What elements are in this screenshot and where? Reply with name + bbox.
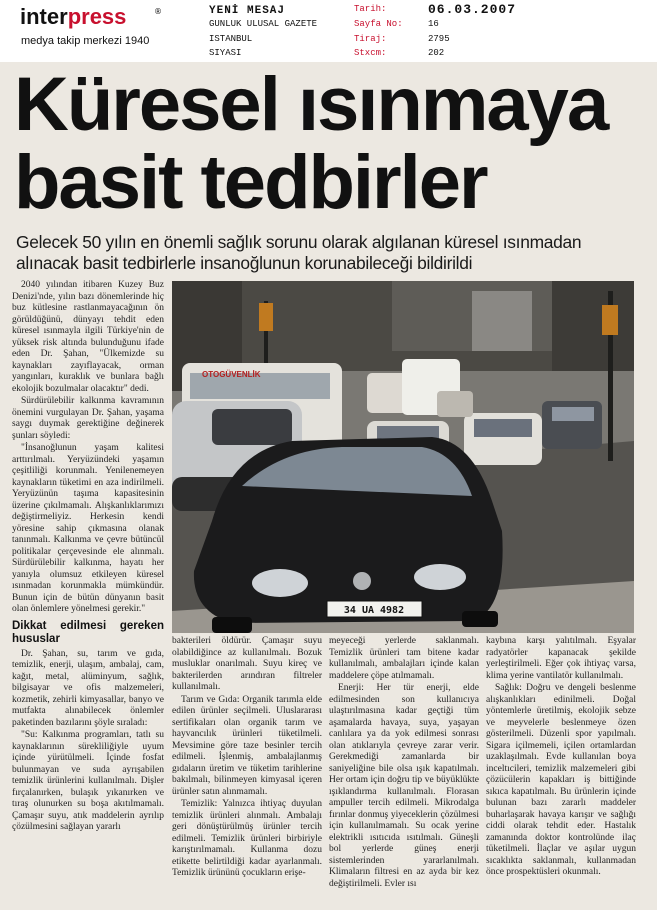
license-plate-text: 34 UA 4982	[343, 605, 405, 616]
article-column-4	[486, 636, 636, 908]
size-label: Stxcm:	[354, 48, 387, 58]
logo	[20, 4, 166, 50]
article-column-3	[329, 636, 479, 908]
bus-lettering: OTOGÜVENLİK	[202, 370, 261, 379]
article-column-2	[172, 636, 322, 908]
publication-city: ISTANBUL	[209, 34, 253, 44]
date-value: 06.03.2007	[428, 2, 517, 17]
publication-section: SIYASI	[209, 48, 242, 58]
subheadline-line-2: alınacak basit tedbirlerle insanoğlunun korunabileceği bildirildi	[16, 253, 473, 273]
logo-tagline: medya takip merkezi 1940	[21, 35, 150, 47]
circulation-label: Tiraj:	[354, 34, 387, 44]
logo-wordmark	[20, 4, 126, 30]
paragraph: 2040 yılından itibaren Kuzey Buz Denizi'nde, yılın bazı dönemlerinde hiç buz kütlesine rastlanmayacağının ön görüldüğünü, dünyayı tehdit eden küresel ısınmayla ilgili Türkiye'nin de yüksek risk altında bulunduğunu ifade eden Dr. Şahan, "Ülkemizde su kaynakları zayıflayacak, orman yangınları, kuraklık ve bunlara bağlı ekolojik bozulmalar olacaktır" dedi.	[12, 280, 164, 394]
subheadline	[16, 232, 644, 274]
paragraph: meyeceği yerlerde saklanmalı. Temizlik ürünleri tam bitene kadar kullanılmalı, ambalajları içinde kalan maddelere çöpe atılmamalı.	[329, 636, 479, 681]
paragraph: Enerji: Her tür enerji, elde edilmesinden son kullanıcıya ulaştırılmasına kadar geçtiği tüm aşamalarda havaya, suya, yaşayan canlılara ya da yok edilmesi sonrası olan atıklarıyla çevreye zarar verir. Gerekmediği zamanlarda bir saniyeliğine bile olsa ışık kapatılmalı. Her ortam için doğru tip ve büyüklükte ışıklandırma kullanılmalı. Florasan ampuller tercih edilmeli. Mikrodalga fırınlar donmuş yiyeceklerin çözülmesi için kullanılmamalı. Su ocak yerine elektrikli ısıtıcıda ısıtılmalı. Güneşli bol yerlerde güneş enerji sistemlerinden yararlanılmalı. Klimaların filtresi en az ayda bir kez değiştirilmeli. Evler ısı	[329, 683, 479, 889]
headline-line-1: Küresel ısınmaya	[14, 62, 608, 147]
paragraph: Sürdürülebilir kalkınma kavramının önemini vurgulayan Dr. Şahan, yaşama saygı duymak gerektiğine değinerek şunları söyledi:	[12, 396, 164, 441]
paragraph: Tarım ve Gıda: Organik tarımla elde edilen ürünler seçilmeli. Uluslararası sertifikaları olan organik tarım ve hayvancılık ürünleri tüketilmeli. Mevsimine göre taze besinler tercih edilmeli. İşlenmiş, ambalajlanmış gıdaların üretim ve tüketim tarihlerine bakılmalı, bilinmeyen kimyasal içeren ürünler satın alınmamalı.	[172, 694, 322, 797]
logo-accent: press	[67, 4, 127, 29]
paragraph: "Su: Kalkınma programları, tatlı su kaynaklarının sürekliliğiyle uyum içinde yürütülmeli. İçinde fosfat bulunmayan ve suda ayrışabilen temizlik ürünlerini kullanılmalı. Dişler fırçalanırken, bulaşık yıkanırken ve tıraş olunurken su boşa akıtılmamalı. Çamaşır suyu, atık maddelerin ayrılıp çözülmesini sağlayan yararlı	[12, 730, 164, 832]
page-no-label: Sayfa No:	[354, 19, 403, 29]
subheadline-line-1: Gelecek 50 yılın en önemli sağlık sorunu olarak algılanan küresel ısınmadan	[16, 232, 582, 252]
publication-type: GUNLUK ULUSAL GAZETE	[209, 19, 318, 29]
size-value: 202	[428, 48, 445, 58]
headline-line-2: basit tedbirler	[14, 140, 487, 225]
article-scan	[0, 62, 657, 910]
paragraph: "İnsanoğlunun yaşam kalitesi arttırılmalı. Yeryüzündeki yaşamın çeşitliliği korunmalı. Yenilenemeyen kaynakların tüketimi en aza indirilmeli. Yeryüzünün taşıma kapasitesinin üzerine çıkılmamalı. Alışkanlıklarımızı değiştirmeliyiz. Herkesin kendi yöresine sahip çıkmasına olanak tanınmalı. Kalkınma ve çevre bütüncül politikalar çerçevesinde ele alınmalı. Sürdürülebilir kalkınma, hayatı her yanıyla olumsuz etkileyen küresel ısınmadan korunmakla mümkündür. Bunun için de bütün dünyanın basit olan önlemlere yönelmesi gerekir."	[12, 443, 164, 614]
traffic-photo-image	[172, 281, 634, 633]
publication-name: YENİ MESAJ	[209, 5, 286, 17]
registered-mark: ®	[154, 7, 162, 16]
section-heading: Dikkat edilmesi gereken hususlar	[12, 619, 164, 645]
paragraph: bakterileri öldürür. Çamaşır suyu olabildiğince az kullanılmalı. Bozuk musluklar onarılmalı. Suyu kireç ve bakterilerden arındıran filtreler kullanılmalı.	[172, 636, 322, 692]
paragraph: Temizlik: Yalnızca ihtiyaç duyulan temizlik ürünleri alınmalı. Ambalajı geri dönüştürülmüş ürünler tercih edilmeli. Temizlik ürünleri birbiriyle karıştırılmamalı. Kullanma dozu etikette belirtildiği kadar ayarlanmalı. Temizlik ürününü çocukların erişe-	[172, 799, 322, 878]
page-no-value: 16	[428, 19, 439, 29]
paragraph: Dr. Şahan, su, tarım ve gıda, temizlik, enerji, ulaşım, ambalaj, cam, kağıt, metal, alüminyum, sağlık, bilgisayar ve ofis malzemeleri, kozmetik, zehirli kimyasallar, banyo ve mutfakta alınabilecek önlemler paketinden bazılarını şöyle sıraladı:	[12, 648, 164, 728]
date-label: Tarih:	[354, 4, 387, 14]
logo-prefix: inter	[20, 4, 68, 29]
circulation-value: 2795	[428, 34, 450, 44]
article-column-1	[12, 280, 164, 908]
paragraph: Sağlık: Doğru ve dengeli beslenme alışkanlıkları edinilmeli. Doğal yöntemlerle üretilmiş, ekolojik sebze ve meyvelerle beslenmeye özen gösterilmeli. Düzenli spor yapılmalı. Sigara içilmemeli, içilen ortamlardan uzaklaşılmalı. Evde kullanılan boya inceltıcileri, temizlik malzemeleri gibi çözücülerin kapakları iş bittiğinde sıkıca kapatılmalı. Bu ürünlerin içinde bulunan bazı zararlı maddeler buharlaşarak havaya karışır ve sağlığı ciddi olarak tehdit eder. Hastalık zamanında doktor kontrolünde ilaç tüketilmeli. İlaçlar ve aşılar uygun sıcaklıkta saklanmalı, kullanmadan önce prospektüsleri okunmalı.	[486, 683, 636, 877]
traffic-photo	[172, 281, 634, 633]
paragraph: kaybına karşı yalıtılmalı. Eşyalar radyatörler kapanacak şekilde yerleştirilmeli. Eğer çok ihtiyaç varsa, klima yerine vantilatör kullanılmalı.	[486, 636, 636, 681]
